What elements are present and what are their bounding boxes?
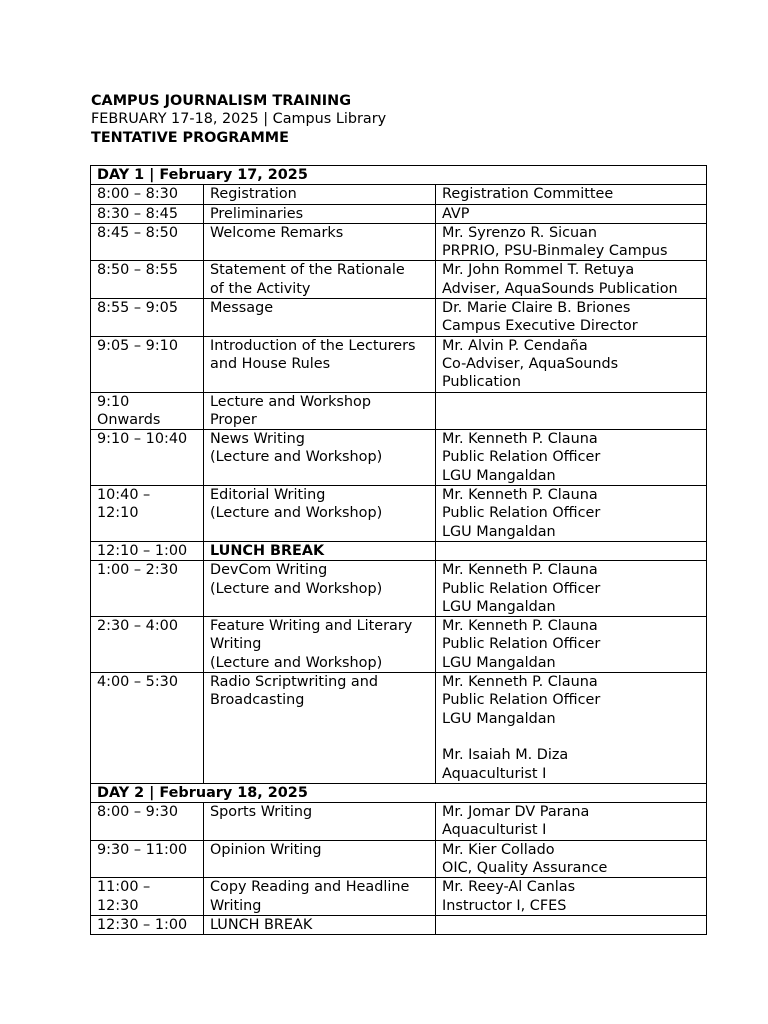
cell-line: News Writing: [210, 431, 305, 448]
schedule-row: [91, 561, 707, 617]
time-cell: [91, 561, 204, 617]
cell-line: Public Relation Officer: [442, 692, 601, 709]
cell-line: Aquaculturist I: [442, 822, 547, 839]
cell-line: Feature Writing and Literary: [210, 618, 413, 635]
cell-line: Writing: [210, 636, 262, 653]
cell-line: Campus Executive Director: [442, 318, 638, 335]
cell-line: of the Activity: [210, 280, 311, 297]
cell-line: PRPRIO, PSU-Binmaley Campus: [442, 243, 668, 260]
activity-cell: [204, 878, 436, 916]
time-cell: [91, 915, 204, 934]
cell-line: [442, 728, 700, 746]
cell-line: Mr. Kenneth P. Clauna: [442, 618, 598, 635]
person-cell: [436, 915, 707, 934]
cell-line: 1:00 – 2:30: [97, 562, 178, 579]
activity-cell: [204, 673, 436, 784]
cell-line: 12:10 – 1:00: [97, 542, 188, 559]
person-cell: [436, 617, 707, 673]
person-cell: [436, 223, 707, 261]
cell-line: 8:00 – 9:30: [97, 804, 178, 821]
cell-line: 9:05 – 9:10: [97, 337, 178, 354]
schedule-row: [91, 299, 707, 337]
cell-line: and House Rules: [210, 355, 331, 372]
person-cell: [436, 430, 707, 486]
time-cell: [91, 223, 204, 261]
time-cell: [91, 261, 204, 299]
cell-line: Editorial Writing: [210, 487, 326, 504]
cell-line: Public Relation Officer: [442, 580, 601, 597]
cell-line: Dr. Marie Claire B. Briones: [442, 300, 631, 317]
cell-line: (Lecture and Workshop): [210, 449, 383, 466]
schedule-row: [91, 915, 707, 934]
time-cell: [91, 299, 204, 337]
cell-line: Mr. Kenneth P. Clauna: [442, 562, 598, 579]
day-header: DAY 2 | February 18, 2025: [91, 783, 707, 802]
cell-line: Proper: [210, 411, 257, 428]
cell-line: 4:00 – 5:30: [97, 674, 178, 691]
schedule-row: [91, 617, 707, 673]
cell-line: 8:45 – 8:50: [97, 224, 178, 241]
cell-line: Writing: [210, 897, 262, 914]
cell-line: Mr. Kenneth P. Clauna: [442, 674, 598, 691]
day-header-row: [91, 783, 707, 802]
cell-line: Lecture and Workshop: [210, 393, 371, 410]
cell-line: Public Relation Officer: [442, 505, 601, 522]
cell-line: Mr. Kenneth P. Clauna: [442, 431, 598, 448]
activity-cell: [204, 299, 436, 337]
cell-line: LUNCH BREAK: [210, 542, 325, 559]
schedule-row: [91, 185, 707, 204]
cell-line: Onwards: [97, 411, 161, 428]
time-cell: [91, 840, 204, 878]
cell-line: 8:55 – 9:05: [97, 300, 178, 317]
program-table: [90, 165, 707, 935]
schedule-row: [91, 673, 707, 784]
schedule-row: [91, 803, 707, 841]
activity-cell: [204, 803, 436, 841]
document-title: CAMPUS JOURNALISM TRAINING: [91, 93, 352, 109]
cell-line: Registration: [210, 186, 297, 203]
cell-line: 12:10: [97, 505, 139, 522]
cell-line: Mr. John Rommel T. Retuya: [442, 262, 635, 279]
cell-line: (Lecture and Workshop): [210, 654, 383, 671]
day-header: DAY 1 | February 17, 2025: [91, 166, 707, 185]
cell-line: Introduction of the Lecturers: [210, 337, 416, 354]
person-cell: [436, 185, 707, 204]
schedule-row: [91, 878, 707, 916]
activity-cell: [204, 541, 436, 560]
person-cell: [436, 299, 707, 337]
cell-line: Copy Reading and Headline: [210, 879, 410, 896]
activity-cell: [204, 392, 436, 430]
person-cell: [436, 204, 707, 223]
activity-cell: [204, 261, 436, 299]
cell-line: Mr. Kenneth P. Clauna: [442, 487, 598, 504]
day-header-row: [91, 166, 707, 185]
cell-line: Message: [210, 300, 274, 317]
cell-line: LUNCH BREAK: [210, 916, 313, 933]
cell-line: 9:30 – 11:00: [97, 841, 188, 858]
time-cell: [91, 185, 204, 204]
person-cell: [436, 840, 707, 878]
cell-line: Adviser, AquaSounds Publication: [442, 280, 678, 297]
cell-line: 2:30 – 4:00: [97, 618, 178, 635]
time-cell: [91, 392, 204, 430]
time-cell: [91, 617, 204, 673]
schedule-row: [91, 336, 707, 392]
cell-line: 8:30 – 8:45: [97, 205, 178, 222]
cell-line: Mr. Isaiah M. Diza: [442, 747, 569, 764]
person-cell: [436, 673, 707, 784]
cell-line: AVP: [442, 205, 470, 222]
schedule-row: [91, 541, 707, 560]
person-cell: [436, 878, 707, 916]
person-cell: [436, 261, 707, 299]
cell-line: 8:50 – 8:55: [97, 262, 178, 279]
activity-cell: [204, 561, 436, 617]
cell-line: Instructor I, CFES: [442, 897, 567, 914]
cell-line: 11:00 –: [97, 879, 151, 896]
cell-line: Mr. Reey-Al Canlas: [442, 879, 576, 896]
cell-line: LGU Mangaldan: [442, 710, 556, 727]
person-cell: [436, 561, 707, 617]
person-cell: [436, 486, 707, 542]
time-cell: [91, 486, 204, 542]
cell-line: 10:40 –: [97, 487, 151, 504]
program-table-body: [91, 166, 707, 935]
activity-cell: [204, 915, 436, 934]
activity-cell: [204, 840, 436, 878]
time-cell: [91, 541, 204, 560]
cell-line: Aquaculturist I: [442, 765, 547, 782]
cell-line: Publication: [442, 374, 521, 391]
schedule-row: [91, 392, 707, 430]
cell-line: Public Relation Officer: [442, 636, 601, 653]
cell-line: DevCom Writing: [210, 562, 328, 579]
activity-cell: [204, 223, 436, 261]
schedule-row: [91, 840, 707, 878]
time-cell: [91, 803, 204, 841]
cell-line: LGU Mangaldan: [442, 654, 556, 671]
cell-line: (Lecture and Workshop): [210, 505, 383, 522]
activity-cell: [204, 336, 436, 392]
activity-cell: [204, 204, 436, 223]
cell-line: 12:30 – 1:00: [97, 916, 188, 933]
cell-line: OIC, Quality Assurance: [442, 859, 608, 876]
cell-line: 9:10 – 10:40: [97, 431, 188, 448]
cell-line: Welcome Remarks: [210, 224, 344, 241]
person-cell: [436, 336, 707, 392]
time-cell: [91, 204, 204, 223]
activity-cell: [204, 486, 436, 542]
cell-line: 9:10: [97, 393, 130, 410]
cell-line: Preliminaries: [210, 205, 304, 222]
activity-cell: [204, 185, 436, 204]
cell-line: Mr. Jomar DV Parana: [442, 804, 590, 821]
schedule-row: [91, 430, 707, 486]
activity-cell: [204, 617, 436, 673]
cell-line: Registration Committee: [442, 186, 614, 203]
cell-line: Public Relation Officer: [442, 449, 601, 466]
time-cell: [91, 336, 204, 392]
cell-line: Statement of the Rationale: [210, 262, 405, 279]
time-cell: [91, 878, 204, 916]
event-date-venue: FEBRUARY 17-18, 2025 | Campus Library: [91, 111, 387, 128]
cell-line: 12:30: [97, 897, 139, 914]
cell-line: Sports Writing: [210, 804, 313, 821]
cell-line: Mr. Alvin P. Cendaña: [442, 337, 588, 354]
schedule-row: [91, 223, 707, 261]
time-cell: [91, 430, 204, 486]
cell-line: LGU Mangaldan: [442, 467, 556, 484]
cell-line: Opinion Writing: [210, 841, 322, 858]
activity-cell: [204, 430, 436, 486]
schedule-row: [91, 261, 707, 299]
person-cell: [436, 803, 707, 841]
program-label: TENTATIVE PROGRAMME: [91, 129, 289, 146]
document-header: [91, 92, 386, 147]
schedule-row: [91, 204, 707, 223]
cell-line: Mr. Syrenzo R. Sicuan: [442, 224, 598, 241]
cell-line: (Lecture and Workshop): [210, 580, 383, 597]
cell-line: Broadcasting: [210, 692, 305, 709]
cell-line: LGU Mangaldan: [442, 523, 556, 540]
cell-line: Mr. Kier Collado: [442, 841, 555, 858]
cell-line: 8:00 – 8:30: [97, 186, 178, 203]
cell-line: Co-Adviser, AquaSounds: [442, 355, 619, 372]
person-cell: [436, 541, 707, 560]
cell-line: LGU Mangaldan: [442, 598, 556, 615]
time-cell: [91, 673, 204, 784]
person-cell: [436, 392, 707, 430]
schedule-row: [91, 486, 707, 542]
cell-line: Radio Scriptwriting and: [210, 674, 378, 691]
